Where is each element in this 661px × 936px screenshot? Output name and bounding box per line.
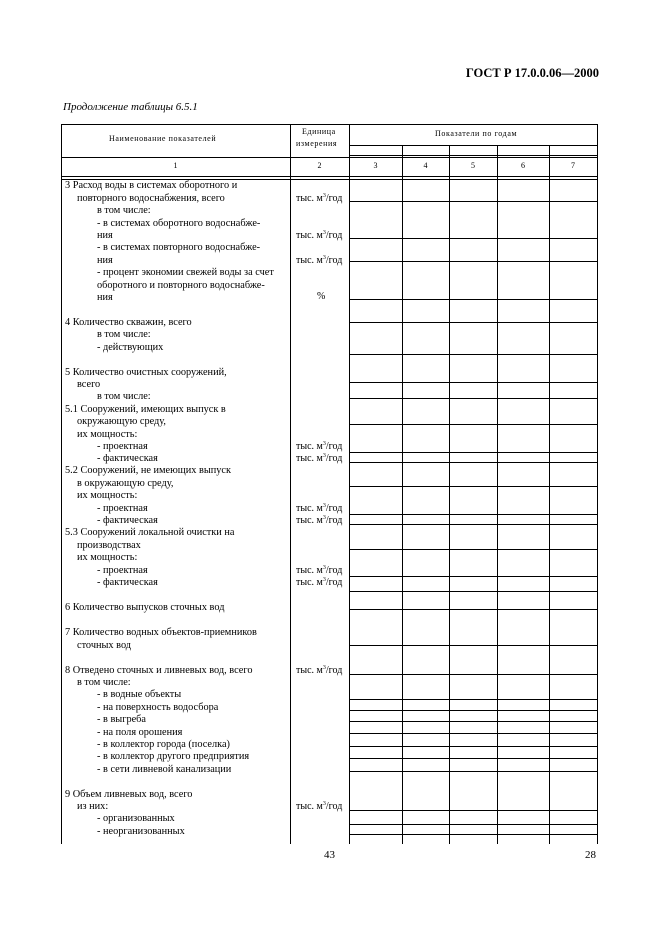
- unit-cell: тыс. $м^3$/год: [296, 665, 343, 676]
- row-label: - проектная: [97, 503, 148, 514]
- column-number-5: 5: [471, 161, 475, 170]
- row-label: 9 Объем ливневых вод, всего: [65, 789, 193, 800]
- row-label: в том числе:: [97, 329, 151, 340]
- row-label: - в коллектор города (поселка): [97, 739, 230, 750]
- row-label: - фактическая: [97, 515, 158, 526]
- row-label: оборотного и повторного водоснабже-: [97, 280, 265, 291]
- row-label: ния: [97, 255, 113, 266]
- row-label: их мощность:: [77, 552, 138, 563]
- row-label: ния: [97, 230, 113, 241]
- row-label: - в системах повторного водоснабже-: [97, 242, 261, 253]
- row-label: - действующих: [97, 342, 164, 353]
- column-header-unit-line2: измерения: [296, 139, 338, 148]
- unit-cell: тыс. $м^3$/год: [296, 503, 343, 514]
- continuation-caption: Продолжение таблицы 6.5.1: [63, 101, 198, 113]
- row-label: 7 Количество водных объектов-приемников: [65, 627, 257, 638]
- row-label: - в коллектор другого предприятия: [97, 751, 250, 762]
- row-label: - организованных: [97, 813, 175, 824]
- row-label: в том числе:: [77, 677, 131, 688]
- row-label: 8 Отведено сточных и ливневых вод, всего: [65, 665, 253, 676]
- page-number: 43: [324, 849, 335, 861]
- row-label: их мощность:: [77, 429, 138, 440]
- row-label: в том числе:: [97, 205, 151, 216]
- row-label: сточных вод: [77, 640, 132, 651]
- unit-cell: %: [317, 291, 326, 302]
- unit-cell: тыс. $м^3$/год: [296, 441, 343, 452]
- row-label: 5 Количество очистных сооружений,: [65, 367, 227, 378]
- row-label: 6 Количество выпусков сточных вод: [65, 602, 225, 613]
- row-label: - в системах оборотного водоснабже-: [97, 218, 261, 229]
- row-label: окружающую среду,: [77, 416, 166, 427]
- row-label: повторного водоснабжения, всего: [77, 193, 225, 204]
- row-label: в том числе:: [97, 391, 151, 402]
- standard-designation: ГОСТ Р 17.0.0.06—2000: [465, 66, 599, 80]
- row-label: 5.3 Сооружений локальной очистки на: [65, 527, 235, 538]
- row-label: в окружающую среду,: [77, 478, 174, 489]
- row-label: - фактическая: [97, 577, 158, 588]
- unit-cell: тыс. $м^3$/год: [296, 255, 343, 266]
- row-label: их мощность:: [77, 490, 138, 501]
- column-number-3: 3: [373, 161, 378, 170]
- column-number-6: 6: [521, 161, 525, 170]
- row-label: - проектная: [97, 441, 148, 452]
- column-header-years: Показатели по годам: [435, 129, 518, 138]
- unit-cell: тыс. $м^3$/год: [296, 193, 343, 204]
- row-label: 4 Количество скважин, всего: [65, 317, 192, 328]
- row-label: - в водные объекты: [97, 689, 182, 700]
- row-label: - в выгреба: [97, 714, 146, 725]
- row-label: - на поверхность водосбора: [97, 702, 219, 713]
- row-label: всего: [77, 379, 101, 390]
- unit-cell: тыс. $м^3$/год: [296, 565, 343, 576]
- row-label: 5.2 Сооружений, не имеющих выпуск: [65, 465, 231, 476]
- unit-cell: тыс. $м^3$/год: [296, 577, 343, 588]
- row-label: - в сети ливневой канализации: [97, 764, 232, 775]
- column-number-2: 2: [317, 161, 322, 170]
- row-label: производствах: [77, 540, 141, 551]
- sheet-number: 28: [585, 849, 596, 861]
- unit-cell: тыс. $м^3$/год: [296, 230, 343, 241]
- row-label: - процент экономии свежей воды за счет: [97, 267, 274, 278]
- indicators-table: [61, 124, 598, 844]
- column-number-7: 7: [571, 161, 575, 170]
- row-label: - проектная: [97, 565, 148, 576]
- column-header-name: Наименование показателей: [109, 134, 217, 143]
- row-label: - на поля орошения: [97, 727, 183, 738]
- column-number-4: 4: [423, 161, 428, 170]
- unit-cell: тыс. $м^3$/год: [296, 515, 343, 526]
- row-label: 3 Расход воды в системах оборотного и: [65, 180, 238, 191]
- column-number-1: 1: [173, 161, 178, 170]
- unit-cell: тыс. $м^3$/год: [296, 801, 343, 812]
- row-label: ния: [97, 292, 113, 303]
- unit-cell: тыс. $м^3$/год: [296, 453, 343, 464]
- column-header-unit-line1: Единица: [302, 127, 336, 136]
- row-label: из них:: [77, 801, 109, 812]
- row-label: - неорганизованных: [97, 826, 185, 837]
- row-label: 5.1 Сооружений, имеющих выпуск в: [65, 404, 226, 415]
- row-label: - фактическая: [97, 453, 158, 464]
